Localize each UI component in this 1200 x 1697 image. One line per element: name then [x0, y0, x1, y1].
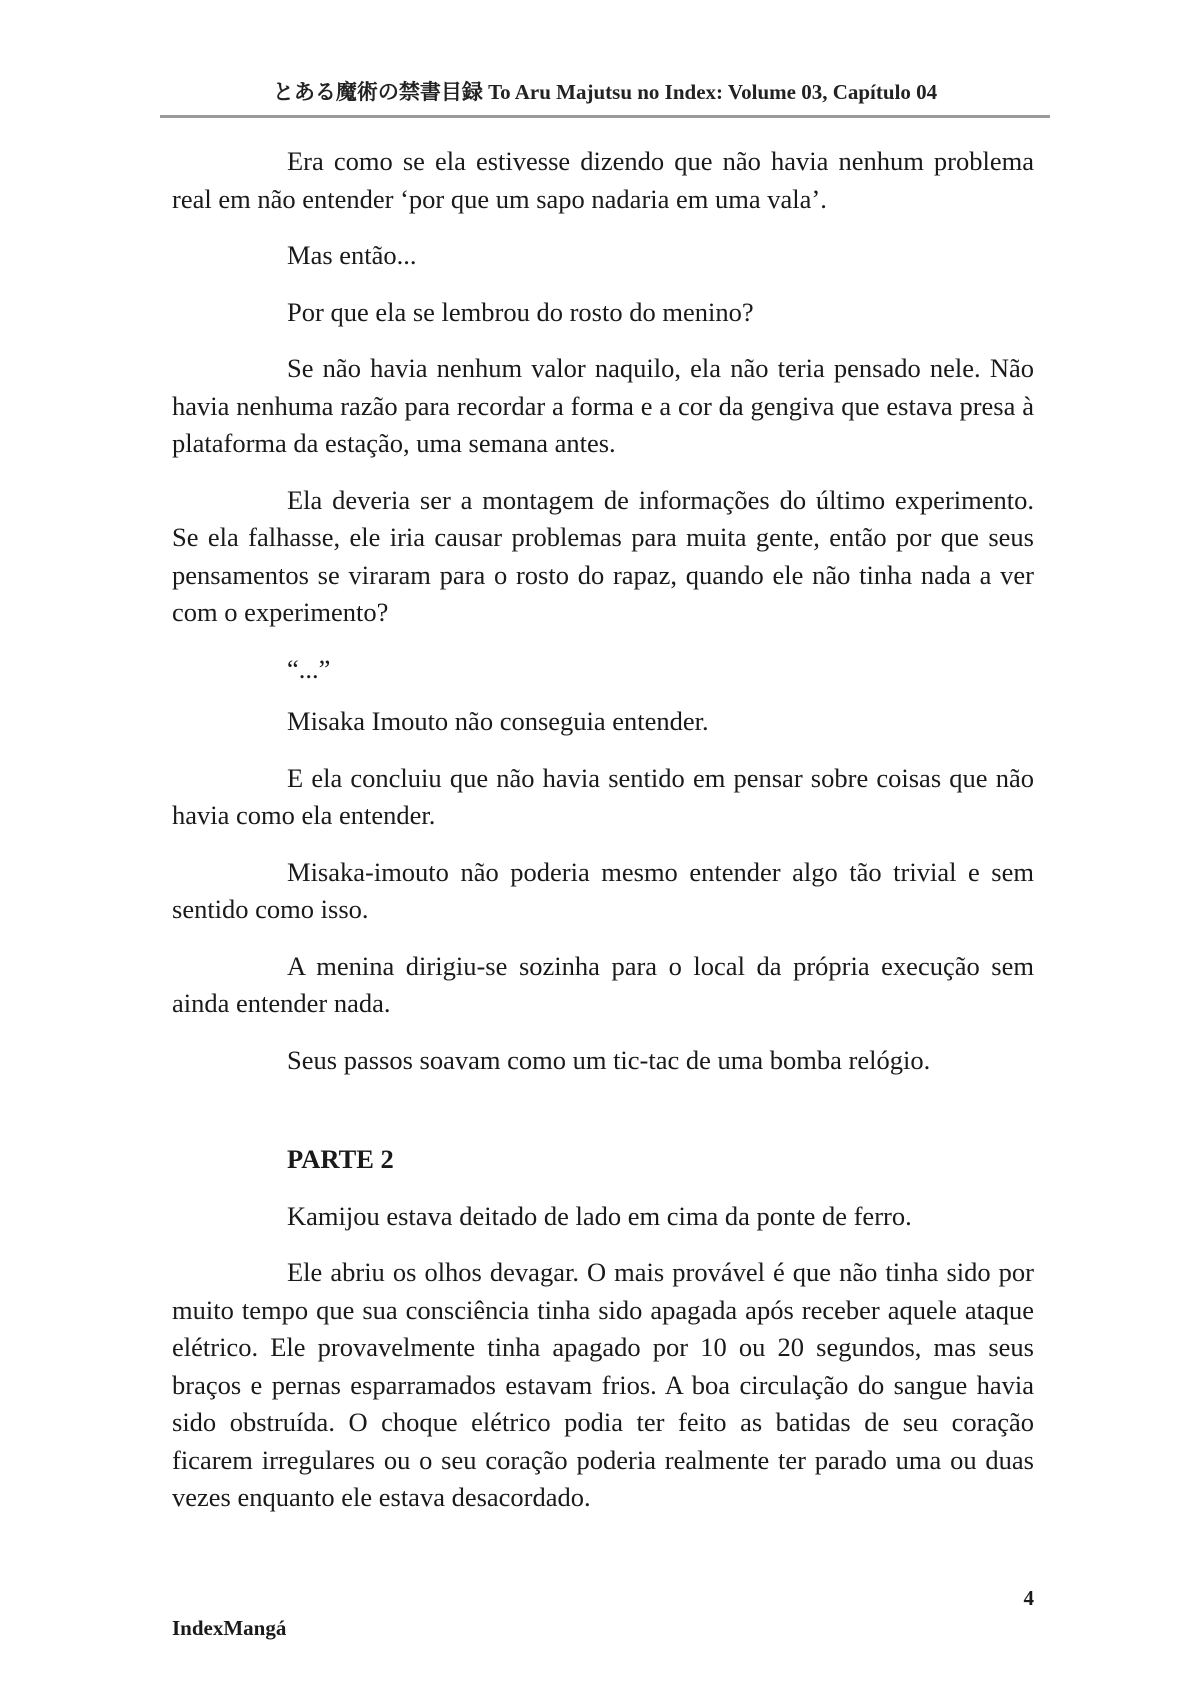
header-divider [160, 115, 1050, 118]
page-header-title: とある魔術の禁書目録 To Aru Majutsu no Index: Volume 03, Capítulo 04 [272, 80, 938, 104]
document-body [172, 143, 1034, 1536]
paragraph: E ela concluiu que não havia sentido em pensar sobre coisas que não havia como ela entender. [172, 762, 1034, 830]
section-heading: PARTE 2 [287, 1144, 394, 1174]
paragraph: Misaka-imouto não poderia mesmo entender algo tão trivial e sem sentido como isso. [172, 856, 1034, 924]
paragraph: Misaka Imouto não conseguia entender. [287, 706, 709, 736]
paragraph: A menina dirigiu-se sozinha para o local da própria execução sem ainda entender nada. [172, 950, 1034, 1018]
paragraph: Kamijou estava deitado de lado em cima da ponte de ferro. [287, 1200, 912, 1231]
paragraph: Era como se ela estivesse dizendo que não havia nenhum problema real em não entender ‘por que um sapo nadaria em uma vala’. [172, 146, 1034, 214]
paragraph: Ela deveria ser a montagem de informações do último experimento. Se ela falhasse, ele iria causar problemas para muita gente, então por que seus pensamentos se viraram para o rosto do rapaz, quando ele não tinha nada a ver com o experimento? [172, 484, 1034, 627]
paragraph: Seus passos soavam como um tic-tac de uma bomba relógio. [287, 1044, 931, 1075]
paragraph: Mas então... [287, 240, 417, 270]
footer-brand: IndexMangá [172, 1616, 287, 1640]
paragraph: Se não havia nenhum valor naquilo, ela não teria pensado nele. Não havia nenhuma razão para recordar a forma e a cor da gengiva que estava presa à plataforma da estação, uma semana antes. [172, 353, 1034, 458]
page-number: 4 [1023, 1586, 1034, 1610]
paragraph-ellipsis-quote: “...” [287, 653, 331, 684]
paragraph: Ele abriu os olhos devagar. O mais provável é que não tinha sido por muito tempo que sua consciência tinha sido apagada após receber aquele ataque elétrico. Ele provavelmente tinha apagado por 10 ou 20 segundos, mas seus braços e pernas esparramados estavam frios. A boa circulação do sangue havia sido obstruída. O choque elétrico podia ter feito as batidas de seu coração ficarem irregulares ou o seu coração poderia realmente ter parado uma ou duas vezes enquanto ele estava desacordado. [172, 1257, 1034, 1512]
paragraph: Por que ela se lembrou do rosto do menino? [287, 296, 754, 327]
